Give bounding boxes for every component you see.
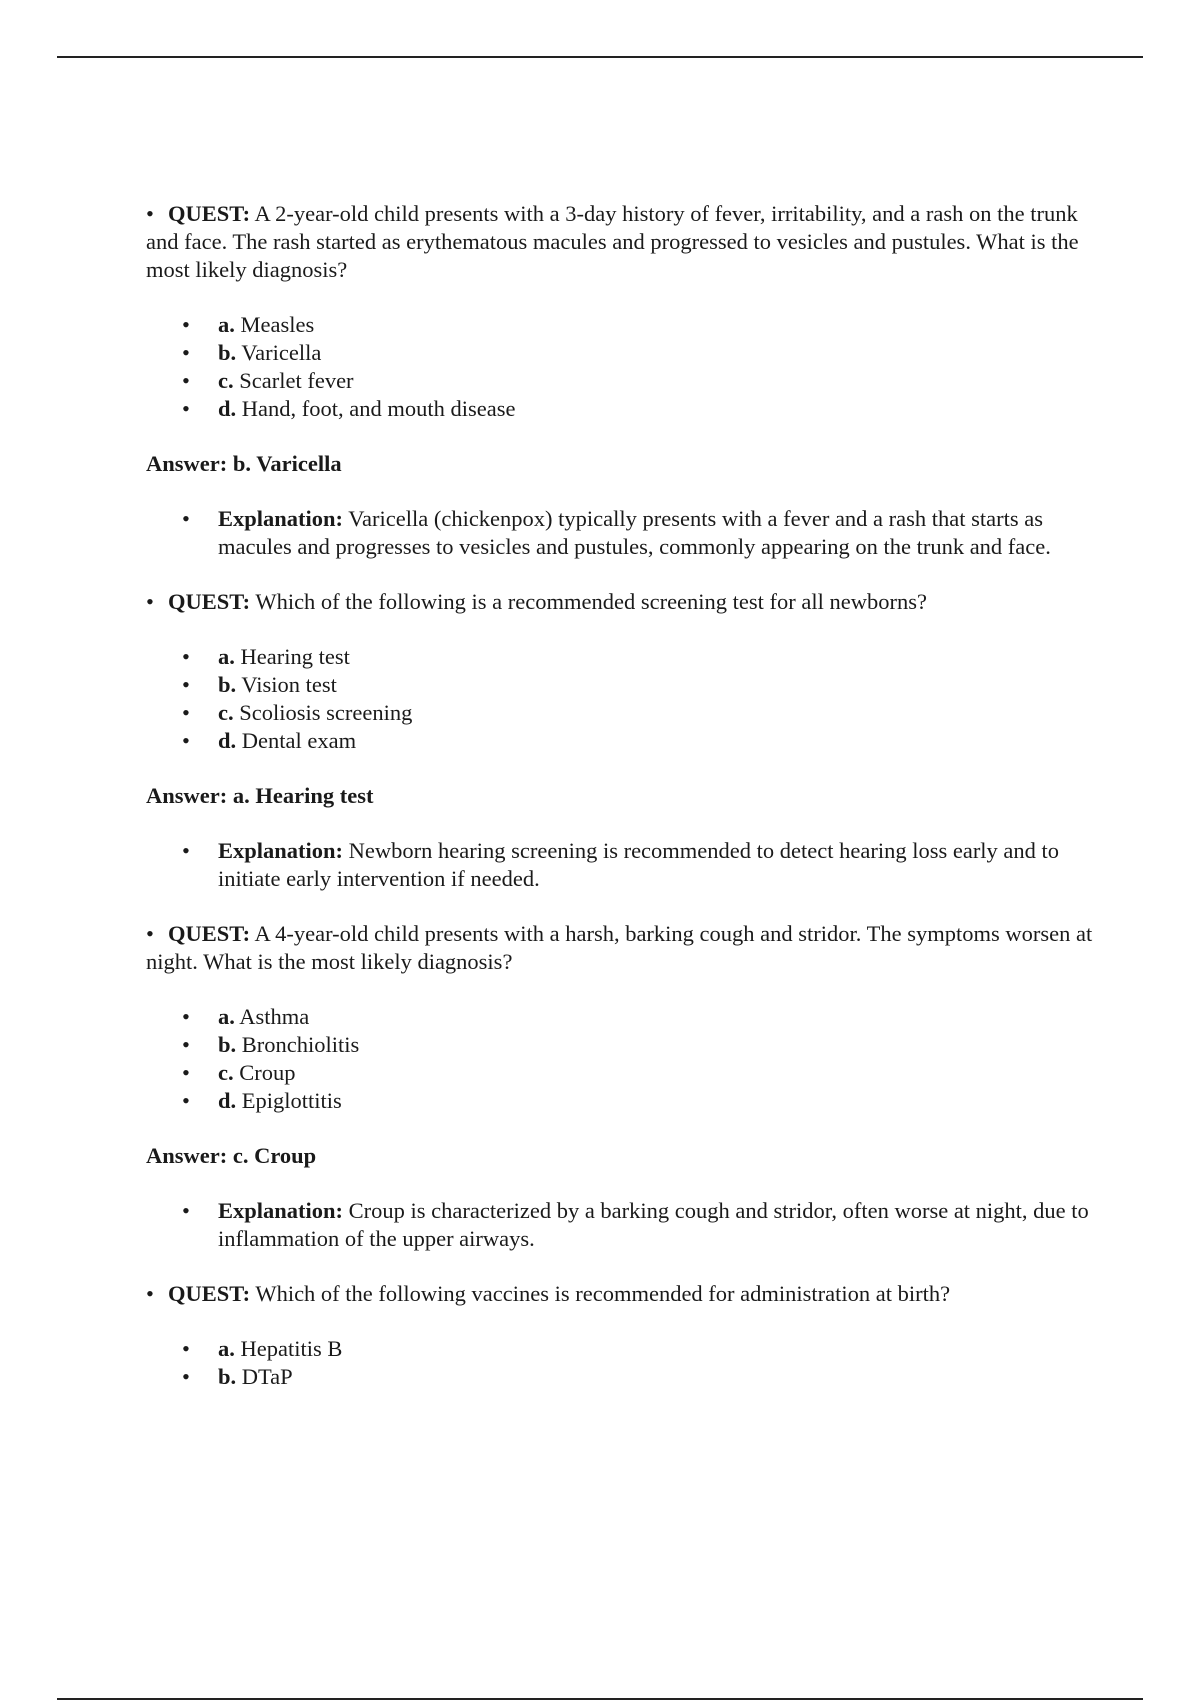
answer-3: Answer: c. Croup bbox=[146, 1143, 317, 1168]
option-d bbox=[146, 727, 1096, 755]
options-list-1 bbox=[146, 311, 1096, 423]
question-1 bbox=[146, 200, 1096, 284]
options-list-3 bbox=[146, 1003, 1096, 1115]
option-letter: a. bbox=[218, 1336, 235, 1361]
option-b bbox=[146, 671, 1096, 699]
explanation-label: Explanation: bbox=[218, 838, 344, 863]
quest-text: Which of the following is a recommended screening test for all newborns? bbox=[255, 589, 927, 614]
header-rule bbox=[57, 56, 1143, 58]
bullet-icon: • bbox=[182, 1336, 190, 1361]
explanation-list-2 bbox=[146, 837, 1096, 893]
option-text: Scarlet fever bbox=[239, 368, 354, 393]
option-b bbox=[146, 1031, 1096, 1059]
explanation-list-3 bbox=[146, 1197, 1096, 1253]
bullet-icon: • bbox=[182, 506, 190, 531]
option-letter: b. bbox=[218, 340, 237, 365]
option-letter: b. bbox=[218, 672, 237, 697]
answer-1: Answer: b. Varicella bbox=[146, 451, 342, 476]
options-list-2 bbox=[146, 643, 1096, 755]
bullet-icon: • bbox=[146, 589, 154, 614]
option-c bbox=[146, 1059, 1096, 1087]
option-text: Measles bbox=[240, 312, 315, 337]
bullet-icon: • bbox=[182, 340, 190, 365]
options-list-4 bbox=[146, 1335, 1096, 1391]
option-text: Asthma bbox=[239, 1004, 310, 1029]
quest-text: A 2-year-old child presents with a 3-day history of fever, irritability, and a rash on the trunk and face. The rash started as erythematous macules and progressed to vesicles and pustules. What is the most likely diagnosis? bbox=[146, 201, 1079, 282]
quest-text: A 4-year-old child presents with a harsh, barking cough and stridor. The symptoms worsen at night. What is the most likely diagnosis? bbox=[146, 921, 1093, 974]
bullet-icon: • bbox=[182, 1088, 190, 1113]
question-block-4 bbox=[146, 1280, 1096, 1391]
answer-2: Answer: a. Hearing test bbox=[146, 783, 374, 808]
bullet-icon: • bbox=[146, 201, 154, 226]
option-letter: c. bbox=[218, 368, 234, 393]
option-letter: d. bbox=[218, 396, 237, 421]
option-c bbox=[146, 699, 1096, 727]
option-b bbox=[146, 339, 1096, 367]
bullet-icon: • bbox=[182, 728, 190, 753]
option-letter: a. bbox=[218, 1004, 235, 1029]
option-text: Hand, foot, and mouth disease bbox=[241, 396, 516, 421]
bullet-icon: • bbox=[182, 368, 190, 393]
question-block-3 bbox=[146, 920, 1096, 1253]
bullet-icon: • bbox=[182, 312, 190, 337]
quest-label: QUEST: bbox=[168, 921, 251, 946]
question-block-1 bbox=[146, 200, 1096, 561]
option-text: Hepatitis B bbox=[240, 1336, 343, 1361]
quest-label: QUEST: bbox=[168, 201, 251, 226]
explanation-list-1 bbox=[146, 505, 1096, 561]
explanation-1 bbox=[146, 505, 1096, 561]
option-letter: a. bbox=[218, 312, 235, 337]
option-letter: d. bbox=[218, 1088, 237, 1113]
document-body bbox=[146, 200, 1096, 1418]
option-text: DTaP bbox=[241, 1364, 293, 1389]
option-letter: a. bbox=[218, 644, 235, 669]
option-text: Dental exam bbox=[241, 728, 357, 753]
explanation-text: Newborn hearing screening is recommended to detect hearing loss early and to initiate early intervention if needed. bbox=[218, 838, 1060, 891]
quest-label: QUEST: bbox=[168, 589, 251, 614]
explanation-label: Explanation: bbox=[218, 506, 344, 531]
option-text: Scoliosis screening bbox=[239, 700, 413, 725]
option-text: Hearing test bbox=[240, 644, 350, 669]
option-letter: d. bbox=[218, 728, 237, 753]
question-4 bbox=[146, 1280, 1096, 1308]
option-a bbox=[146, 1003, 1096, 1031]
bullet-icon: • bbox=[182, 396, 190, 421]
bullet-icon: • bbox=[182, 838, 190, 863]
question-2 bbox=[146, 588, 1096, 616]
option-text: Epiglottitis bbox=[241, 1088, 342, 1113]
bullet-icon: • bbox=[146, 921, 154, 946]
explanation-label: Explanation: bbox=[218, 1198, 344, 1223]
bullet-icon: • bbox=[182, 1032, 190, 1057]
explanation-text: Croup is characterized by a barking cough and stridor, often worse at night, due to inflammation of the upper airways. bbox=[218, 1198, 1089, 1251]
option-a bbox=[146, 643, 1096, 671]
option-d bbox=[146, 1087, 1096, 1115]
explanation-text: Varicella (chickenpox) typically presents with a fever and a rash that starts as macules and progresses to vesicles and pustules, commonly appearing on the trunk and face. bbox=[218, 506, 1051, 559]
option-letter: c. bbox=[218, 1060, 234, 1085]
question-block-2 bbox=[146, 588, 1096, 893]
option-letter: b. bbox=[218, 1032, 237, 1057]
bullet-icon: • bbox=[182, 1198, 190, 1223]
option-text: Varicella bbox=[241, 340, 322, 365]
bullet-icon: • bbox=[182, 1004, 190, 1029]
option-b bbox=[146, 1363, 1096, 1391]
quest-label: QUEST: bbox=[168, 1281, 251, 1306]
option-letter: c. bbox=[218, 700, 234, 725]
explanation-2 bbox=[146, 837, 1096, 893]
bullet-icon: • bbox=[182, 700, 190, 725]
bullet-icon: • bbox=[182, 672, 190, 697]
option-d bbox=[146, 395, 1096, 423]
option-text: Bronchiolitis bbox=[241, 1032, 360, 1057]
option-a bbox=[146, 1335, 1096, 1363]
quest-text: Which of the following vaccines is recommended for administration at birth? bbox=[255, 1281, 951, 1306]
option-text: Croup bbox=[239, 1060, 296, 1085]
bullet-icon: • bbox=[182, 644, 190, 669]
option-letter: b. bbox=[218, 1364, 237, 1389]
option-text: Vision test bbox=[241, 672, 337, 697]
option-c bbox=[146, 367, 1096, 395]
explanation-3 bbox=[146, 1197, 1096, 1253]
bullet-icon: • bbox=[182, 1364, 190, 1389]
question-3 bbox=[146, 920, 1096, 976]
bullet-icon: • bbox=[146, 1281, 154, 1306]
bullet-icon: • bbox=[182, 1060, 190, 1085]
option-a bbox=[146, 311, 1096, 339]
